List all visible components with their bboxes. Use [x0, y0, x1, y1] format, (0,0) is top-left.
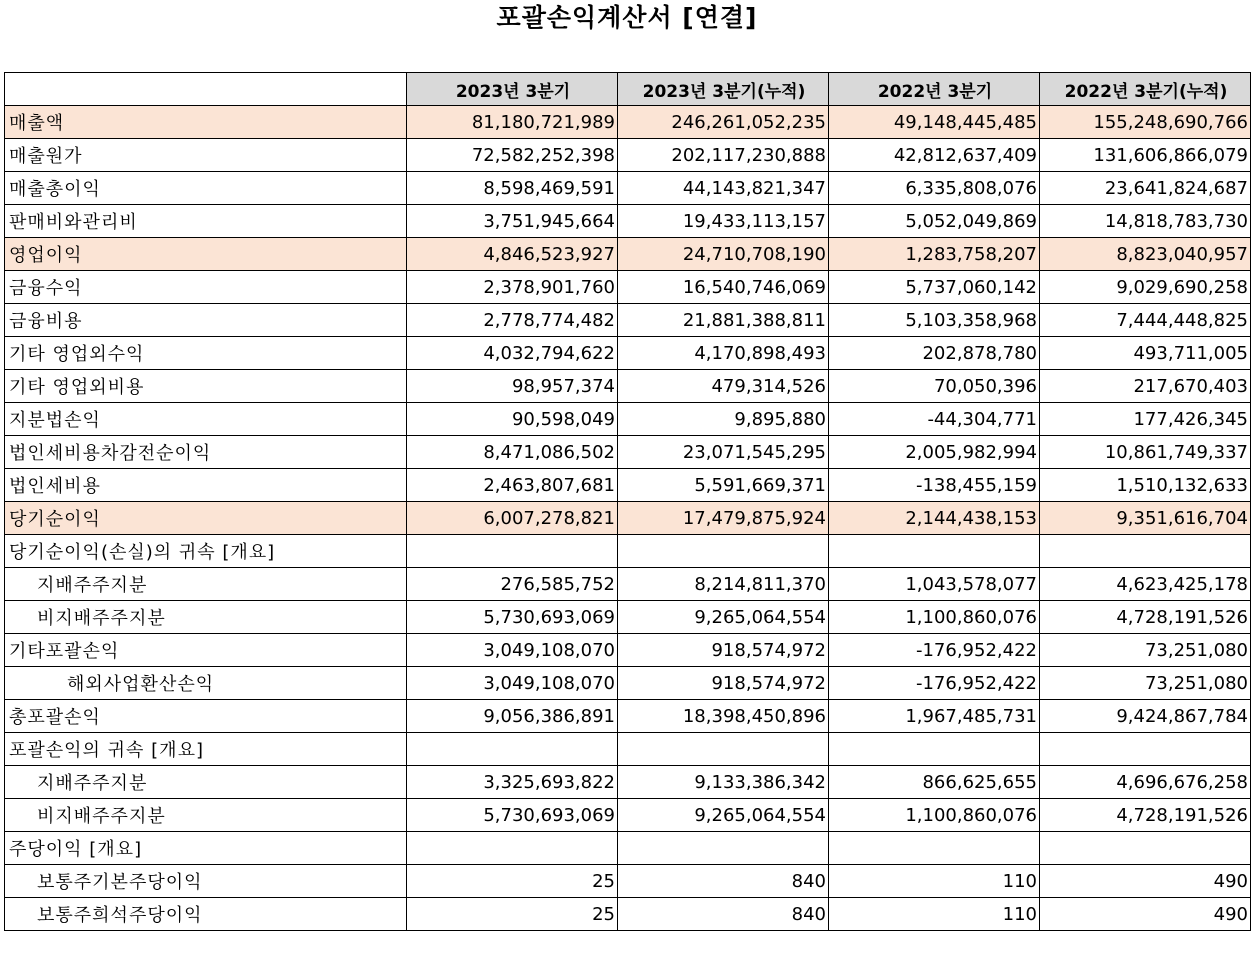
table-row [5, 733, 1251, 766]
cell-value: 9,351,616,704 [1040, 502, 1251, 535]
cell-value: 202,878,780 [829, 337, 1040, 370]
cell-value: 10,861,749,337 [1040, 436, 1251, 469]
row-label: 보통주희석주당이익 [5, 898, 407, 931]
cell-value: 4,728,191,526 [1040, 799, 1251, 832]
cell-value: 490 [1040, 865, 1251, 898]
cell-value: 2,005,982,994 [829, 436, 1040, 469]
cell-value: 4,696,676,258 [1040, 766, 1251, 799]
table-row [5, 271, 1251, 304]
cell-value [1040, 733, 1251, 766]
row-label: 매출총이익 [5, 172, 407, 205]
table-row [5, 469, 1251, 502]
table-row [5, 337, 1251, 370]
cell-value: 70,050,396 [829, 370, 1040, 403]
cell-value: 9,029,690,258 [1040, 271, 1251, 304]
cell-value: 1,283,758,207 [829, 238, 1040, 271]
cell-value: 202,117,230,888 [618, 139, 829, 172]
cell-value: 3,751,945,664 [407, 205, 618, 238]
row-label: 지배주주지분 [5, 568, 407, 601]
cell-value: 81,180,721,989 [407, 106, 618, 139]
column-header-2022-q3: 2022년 3분기 [829, 73, 1040, 106]
cell-value: 5,730,693,069 [407, 601, 618, 634]
cell-value: 25 [407, 898, 618, 931]
table-row [5, 304, 1251, 337]
table-row [5, 238, 1251, 271]
row-label: 지배주주지분 [5, 766, 407, 799]
column-header-2023-q3-cumulative: 2023년 3분기(누적) [618, 73, 829, 106]
cell-value [1040, 535, 1251, 568]
cell-value: 9,895,880 [618, 403, 829, 436]
cell-value [829, 733, 1040, 766]
cell-value: 21,881,388,811 [618, 304, 829, 337]
cell-value: -176,952,422 [829, 634, 1040, 667]
cell-value: 49,148,445,485 [829, 106, 1040, 139]
cell-value: 1,043,578,077 [829, 568, 1040, 601]
row-label: 총포괄손익 [5, 700, 407, 733]
cell-value: 25 [407, 865, 618, 898]
cell-value: 866,625,655 [829, 766, 1040, 799]
cell-value: 1,100,860,076 [829, 799, 1040, 832]
row-label: 비지배주주지분 [5, 601, 407, 634]
cell-value: 6,335,808,076 [829, 172, 1040, 205]
row-label: 보통주기본주당이익 [5, 865, 407, 898]
row-label: 당기순이익 [5, 502, 407, 535]
table-row [5, 568, 1251, 601]
cell-value: 479,314,526 [618, 370, 829, 403]
cell-value [1040, 832, 1251, 865]
cell-value: 4,728,191,526 [1040, 601, 1251, 634]
column-header-2023-q3: 2023년 3분기 [407, 73, 618, 106]
cell-value: 9,056,386,891 [407, 700, 618, 733]
cell-value: 23,641,824,687 [1040, 172, 1251, 205]
cell-value: 493,711,005 [1040, 337, 1251, 370]
cell-value: 18,398,450,896 [618, 700, 829, 733]
cell-value: 4,623,425,178 [1040, 568, 1251, 601]
row-label: 기타포괄손익 [5, 634, 407, 667]
cell-value: 918,574,972 [618, 667, 829, 700]
row-label: 매출액 [5, 106, 407, 139]
table-row [5, 832, 1251, 865]
cell-value: 131,606,866,079 [1040, 139, 1251, 172]
row-label: 해외사업환산손익 [5, 667, 407, 700]
column-header-2022-q3-cumulative: 2022년 3분기(누적) [1040, 73, 1251, 106]
table-row [5, 535, 1251, 568]
cell-value: 177,426,345 [1040, 403, 1251, 436]
cell-value [618, 832, 829, 865]
cell-value [829, 832, 1040, 865]
row-label: 포괄손익의 귀속 [개요] [5, 733, 407, 766]
cell-value: 9,265,064,554 [618, 799, 829, 832]
cell-value: 5,103,358,968 [829, 304, 1040, 337]
table-row [5, 139, 1251, 172]
cell-value: 1,510,132,633 [1040, 469, 1251, 502]
cell-value [618, 535, 829, 568]
cell-value [618, 733, 829, 766]
cell-value: 42,812,637,409 [829, 139, 1040, 172]
table-row [5, 634, 1251, 667]
cell-value: 17,479,875,924 [618, 502, 829, 535]
cell-value: 7,444,448,825 [1040, 304, 1251, 337]
table-row [5, 205, 1251, 238]
table-row [5, 799, 1251, 832]
row-label: 주당이익 [개요] [5, 832, 407, 865]
cell-value: 73,251,080 [1040, 634, 1251, 667]
cell-value: 98,957,374 [407, 370, 618, 403]
income-statement-table [4, 72, 1251, 931]
cell-value: 5,052,049,869 [829, 205, 1040, 238]
header-row [5, 73, 1251, 106]
row-label: 매출원가 [5, 139, 407, 172]
cell-value [829, 535, 1040, 568]
cell-value: 14,818,783,730 [1040, 205, 1251, 238]
cell-value: 2,144,438,153 [829, 502, 1040, 535]
row-label: 기타 영업외비용 [5, 370, 407, 403]
cell-value: 110 [829, 898, 1040, 931]
cell-value: 72,582,252,398 [407, 139, 618, 172]
cell-value: 8,214,811,370 [618, 568, 829, 601]
cell-value: 8,823,040,957 [1040, 238, 1251, 271]
cell-value: -44,304,771 [829, 403, 1040, 436]
cell-value: 918,574,972 [618, 634, 829, 667]
cell-value: 4,846,523,927 [407, 238, 618, 271]
row-label: 법인세비용 [5, 469, 407, 502]
row-label: 법인세비용차감전순이익 [5, 436, 407, 469]
table-row [5, 106, 1251, 139]
row-label: 당기순이익(손실)의 귀속 [개요] [5, 535, 407, 568]
table-row [5, 700, 1251, 733]
cell-value: 19,433,113,157 [618, 205, 829, 238]
cell-value: 5,730,693,069 [407, 799, 618, 832]
cell-value: 110 [829, 865, 1040, 898]
cell-value: 3,325,693,822 [407, 766, 618, 799]
table-row [5, 667, 1251, 700]
table-row [5, 370, 1251, 403]
cell-value [407, 535, 618, 568]
table-row [5, 403, 1251, 436]
statement-body [5, 106, 1251, 931]
page-title: 포괄손익계산서 [연결] [496, 3, 758, 32]
cell-value [407, 733, 618, 766]
cell-value: 2,778,774,482 [407, 304, 618, 337]
cell-value: 246,261,052,235 [618, 106, 829, 139]
row-label: 비지배주주지분 [5, 799, 407, 832]
cell-value: -138,455,159 [829, 469, 1040, 502]
cell-value: 840 [618, 865, 829, 898]
cell-value: 6,007,278,821 [407, 502, 618, 535]
table-row [5, 766, 1251, 799]
cell-value: 3,049,108,070 [407, 667, 618, 700]
cell-value: 217,670,403 [1040, 370, 1251, 403]
table-row [5, 502, 1251, 535]
row-label: 금융수익 [5, 271, 407, 304]
cell-value: 8,598,469,591 [407, 172, 618, 205]
cell-value: 4,170,898,493 [618, 337, 829, 370]
row-label: 기타 영업외수익 [5, 337, 407, 370]
cell-value: 276,585,752 [407, 568, 618, 601]
table-row [5, 898, 1251, 931]
cell-value: 1,967,485,731 [829, 700, 1040, 733]
cell-value: 90,598,049 [407, 403, 618, 436]
table-row [5, 436, 1251, 469]
cell-value: 23,071,545,295 [618, 436, 829, 469]
cell-value: 8,471,086,502 [407, 436, 618, 469]
row-label: 금융비용 [5, 304, 407, 337]
cell-value: -176,952,422 [829, 667, 1040, 700]
row-label: 지분법손익 [5, 403, 407, 436]
header-corner-cell [5, 73, 407, 106]
cell-value [407, 832, 618, 865]
cell-value: 5,591,669,371 [618, 469, 829, 502]
cell-value: 73,251,080 [1040, 667, 1251, 700]
cell-value: 16,540,746,069 [618, 271, 829, 304]
cell-value: 5,737,060,142 [829, 271, 1040, 304]
row-label: 판매비와관리비 [5, 205, 407, 238]
cell-value: 9,265,064,554 [618, 601, 829, 634]
cell-value: 3,049,108,070 [407, 634, 618, 667]
table-row [5, 172, 1251, 205]
cell-value: 24,710,708,190 [618, 238, 829, 271]
cell-value: 840 [618, 898, 829, 931]
cell-value: 490 [1040, 898, 1251, 931]
cell-value: 9,133,386,342 [618, 766, 829, 799]
cell-value: 2,463,807,681 [407, 469, 618, 502]
cell-value: 44,143,821,347 [618, 172, 829, 205]
row-label: 영업이익 [5, 238, 407, 271]
table-row [5, 865, 1251, 898]
table-row [5, 601, 1251, 634]
cell-value: 9,424,867,784 [1040, 700, 1251, 733]
cell-value: 4,032,794,622 [407, 337, 618, 370]
cell-value: 1,100,860,076 [829, 601, 1040, 634]
cell-value: 2,378,901,760 [407, 271, 618, 304]
cell-value: 155,248,690,766 [1040, 106, 1251, 139]
